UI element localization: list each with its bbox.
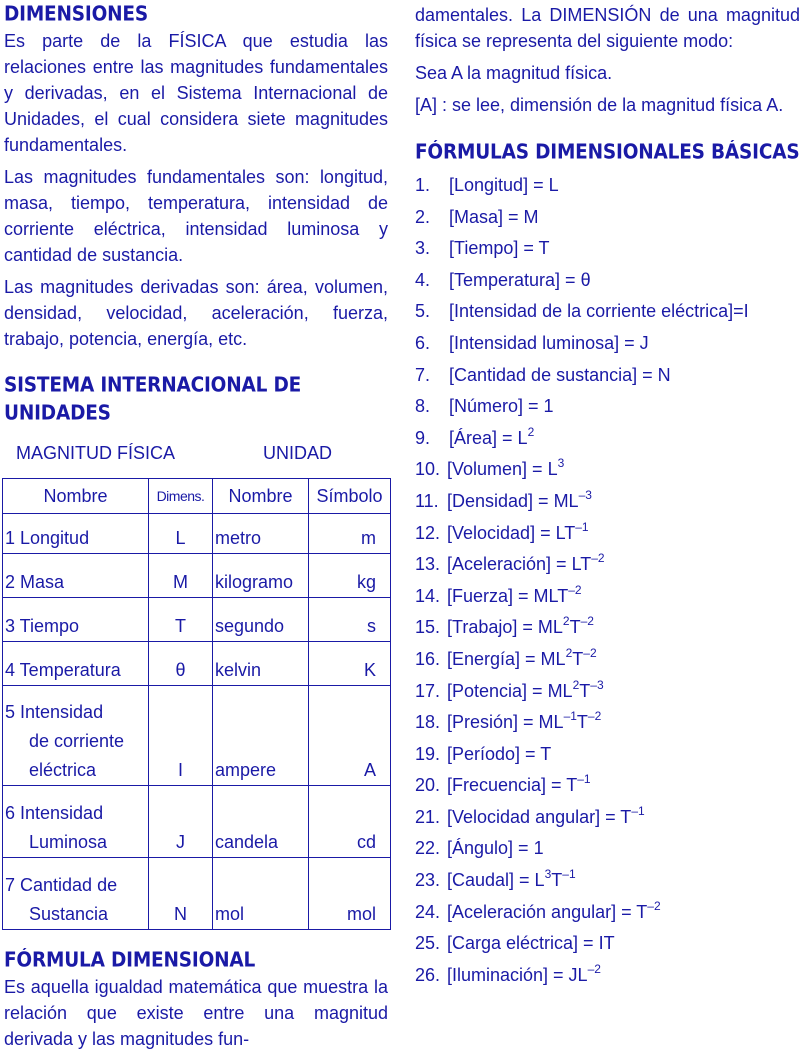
dimension-cell: T (149, 598, 213, 642)
formula-number: 12. (415, 522, 441, 543)
magnitud-line: de corriente (29, 731, 125, 751)
formula-number: 25. (415, 933, 441, 954)
formula-text: T (576, 712, 588, 733)
dimension-cell: θ (149, 642, 213, 686)
unidad-cell: kelvin (213, 642, 309, 686)
magnitud-line: 4 Temperatura (5, 660, 121, 680)
formula-item (415, 296, 800, 328)
magnitud-line: 2 Masa (5, 572, 65, 592)
magnitud-line: Luminosa (29, 832, 108, 852)
formula-text: [Fuerza] = MLT (447, 585, 569, 606)
formula-item (415, 265, 800, 297)
formula-number: 17. (415, 680, 441, 701)
formula-exponent: –2 (568, 582, 582, 597)
formula-number: 5. (415, 301, 431, 322)
magnitud-line: 6 Intensidad (5, 803, 104, 823)
magnitud-cell (3, 554, 149, 598)
formula-item (415, 612, 800, 644)
formula-text: [Velocidad] = LT (447, 522, 576, 543)
formula-item (415, 486, 800, 518)
formula-exponent: –2 (587, 709, 602, 724)
formula-item (415, 644, 800, 676)
unidad-cell: metro (213, 514, 309, 554)
column-header: Símbolo (309, 479, 391, 514)
unidad-cell: mol (213, 858, 309, 930)
si-table-header-row (3, 479, 391, 514)
formula-number: 21. (415, 806, 441, 827)
formula-text: [Densidad] = ML (447, 490, 579, 511)
formula-item (415, 170, 800, 202)
formula-text: [Intensidad de la corriente eléctrica]=I (449, 301, 749, 322)
formula-exponent: –1 (562, 867, 576, 882)
simbolo-cell: mol (309, 858, 391, 930)
table-row (3, 642, 391, 686)
formula-number: 6. (415, 332, 431, 353)
definition-paragraph: [A] : se lee, dimensión de la magnitud física A. (415, 95, 784, 115)
formula-text: [Velocidad angular] = T (447, 806, 632, 827)
column-header: Dimens. (149, 479, 213, 514)
table-row (3, 514, 391, 554)
formula-number: 2. (415, 206, 431, 227)
si-table (2, 478, 391, 930)
magnitud-cell (3, 598, 149, 642)
simbolo-cell: cd (309, 786, 391, 858)
formula-text: T (572, 648, 584, 669)
formula-text: T (569, 617, 581, 638)
formula-number: 22. (415, 838, 441, 859)
formula-number: 7. (415, 364, 431, 385)
formula-exponent: 2 (527, 424, 535, 439)
formula-text: [Tiempo] = T (449, 238, 550, 259)
formula-text: [Energía] = ML (447, 648, 566, 669)
formula-text: [Iluminación] = JL (447, 964, 588, 985)
formula-text: T (579, 680, 591, 701)
formula-exponent: 3 (544, 867, 552, 882)
dimensiones-heading: DIMENSIONES (4, 3, 148, 26)
formula-exponent: –1 (575, 519, 589, 534)
formula-item (415, 802, 800, 834)
formula-number: 26. (415, 964, 441, 985)
table-row (3, 598, 391, 642)
formula-item (415, 928, 800, 960)
dimension-cell: J (149, 786, 213, 858)
simbolo-cell: K (309, 642, 391, 686)
simbolo-cell: m (309, 514, 391, 554)
formula-text: T (551, 870, 563, 891)
formula-number: 3. (415, 238, 431, 259)
right-column (415, 2, 800, 991)
unidad-label: UNIDAD (263, 443, 333, 463)
formula-item (415, 360, 800, 392)
formula-exponent: 2 (572, 677, 580, 692)
formula-number: 9. (415, 427, 431, 448)
sea-a-paragraph: Sea A la magnitud física. (415, 63, 613, 83)
formula-text: [Ángulo] = 1 (447, 838, 544, 859)
formula-number: 14. (415, 585, 441, 606)
formula-number: 24. (415, 901, 441, 922)
formula-text: [Trabajo] = ML (447, 617, 563, 638)
formulas-heading: FÓRMULAS DIMENSIONALES BÁSICAS (415, 141, 800, 164)
dimensiones-paragraph-1: Es parte de la FÍSICA que estudia las relaciones entre las magnitudes fundamentales y derivadas, en el Sistema Internacional de Unidades, el cual considera siete magnitudes fundamentales. (4, 31, 388, 155)
formula-number: 20. (415, 775, 441, 796)
formula-text: [Longitud] = L (449, 175, 559, 195)
magnitud-label: MAGNITUD FÍSICA (16, 443, 176, 463)
formula-exponent: –1 (631, 803, 645, 818)
formula-exponent: –3 (590, 677, 604, 692)
unidad-cell: kilogramo (213, 554, 309, 598)
formula-text: [Aceleración angular] = T (447, 901, 648, 922)
formula-item (415, 960, 800, 992)
formula-text: [Carga eléctrica] = IT (447, 933, 615, 954)
formula-number: 19. (415, 743, 441, 764)
formula-text: [Presión] = ML (447, 712, 564, 733)
formula-exponent: 2 (565, 645, 573, 660)
magnitud-cell (3, 858, 149, 930)
magnitud-line: 3 Tiempo (5, 616, 80, 636)
formula-text: [Frecuencia] = T (447, 775, 578, 796)
magnitud-cell (3, 686, 149, 786)
formula-text: [Período] = T (447, 743, 552, 764)
formula-item (415, 676, 800, 708)
simbolo-cell: kg (309, 554, 391, 598)
magnitud-cell (3, 786, 149, 858)
formula-text: [Volumen] = L (447, 459, 558, 480)
formula-exponent: –3 (578, 487, 592, 502)
dimension-cell: M (149, 554, 213, 598)
formula-exponent: –1 (563, 709, 577, 724)
formula-item (415, 391, 800, 423)
formula-item (415, 897, 800, 929)
formula-item (415, 423, 800, 455)
formula-exponent: –1 (577, 772, 591, 787)
magnitud-line: 1 Longitud (5, 528, 90, 548)
column-header: Nombre (213, 479, 309, 514)
formula-dimensional-heading: FÓRMULA DIMENSIONAL (4, 949, 256, 972)
dimension-cell: L (149, 514, 213, 554)
formula-text: [Caudal] = L (447, 870, 545, 891)
formula-item (415, 549, 800, 581)
dimension-cell: I (149, 686, 213, 786)
formula-number: 13. (415, 554, 441, 575)
formula-exponent: –2 (591, 551, 605, 566)
formula-text: [Masa] = M (449, 206, 539, 227)
magnitud-cell (3, 514, 149, 554)
formula-number: 10. (415, 459, 441, 480)
simbolo-cell: s (309, 598, 391, 642)
formula-item (415, 865, 800, 897)
formula-item (415, 328, 800, 360)
formula-item (415, 581, 800, 613)
formula-number: 15. (415, 617, 441, 638)
table-row (3, 686, 391, 786)
si-heading: SISTEMA INTERNACIONAL DE UNIDADES (4, 374, 302, 425)
unidad-cell: candela (213, 786, 309, 858)
formula-list (415, 170, 800, 991)
dimensiones-paragraph-2: Las magnitudes fundamentales son: longitud, masa, tiempo, temperatura, intensidad de corriente eléctrica, intensidad luminosa y cantidad de sustancia. (4, 167, 388, 265)
magnitud-line: 7 Cantidad de (5, 875, 118, 895)
formula-text: [Número] = 1 (449, 396, 554, 417)
dimension-cell: N (149, 858, 213, 930)
magnitud-line: 5 Intensidad (5, 702, 104, 722)
formula-exponent: 2 (562, 614, 570, 629)
formula-item (415, 833, 800, 865)
formula-number: 8. (415, 396, 431, 417)
formula-item (415, 518, 800, 550)
table-row (3, 858, 391, 930)
formula-item (415, 739, 800, 771)
magnitud-line: Sustancia (29, 904, 109, 924)
formula-item (415, 707, 800, 739)
simbolo-cell: A (309, 686, 391, 786)
formula-text: [Área] = L (449, 427, 528, 448)
table-row (3, 554, 391, 598)
formula-exponent: –2 (580, 614, 594, 629)
formula-text: [Temperatura] = θ (449, 269, 591, 290)
magnitud-cell (3, 642, 149, 686)
formula-dimensional-paragraph: Es aquella igualdad matemática que muestra la relación que existe entre una magnitud derivada y las magnitudes fun- (4, 977, 388, 1049)
formula-exponent: –2 (583, 645, 597, 660)
formula-item (415, 454, 800, 486)
magnitud-line: eléctrica (29, 760, 97, 780)
dimensiones-paragraph-3: Las magnitudes derivadas son: área, volumen, densidad, velocidad, aceleración, fuerza, trabajo, potencia, energía, etc. (4, 277, 388, 349)
formula-number: 4. (415, 269, 431, 290)
left-column (4, 2, 388, 1052)
formula-text: [Intensidad luminosa] = J (449, 332, 649, 353)
formula-number: 23. (415, 870, 441, 891)
formula-item (415, 202, 800, 234)
formula-number: 1. (415, 175, 431, 195)
formula-item (415, 233, 800, 265)
formula-text: [Cantidad de sustancia] = N (449, 364, 671, 385)
continued-paragraph: damentales. La DIMENSIÓN de una magnitud física se representa del siguiente modo: (415, 5, 800, 51)
unidad-cell: ampere (213, 686, 309, 786)
formula-exponent: –2 (587, 961, 601, 976)
formula-number: 11. (415, 490, 439, 511)
formula-number: 16. (415, 648, 441, 669)
table-row (3, 786, 391, 858)
formula-text: [Aceleración] = LT (447, 554, 592, 575)
formula-text: [Potencia] = ML (447, 680, 573, 701)
formula-item (415, 770, 800, 802)
formula-number: 18. (415, 712, 441, 733)
si-table-group-labels (4, 440, 388, 466)
column-header: Nombre (3, 479, 149, 514)
formula-exponent: 3 (557, 456, 565, 471)
formula-exponent: –2 (647, 898, 661, 913)
unidad-cell: segundo (213, 598, 309, 642)
